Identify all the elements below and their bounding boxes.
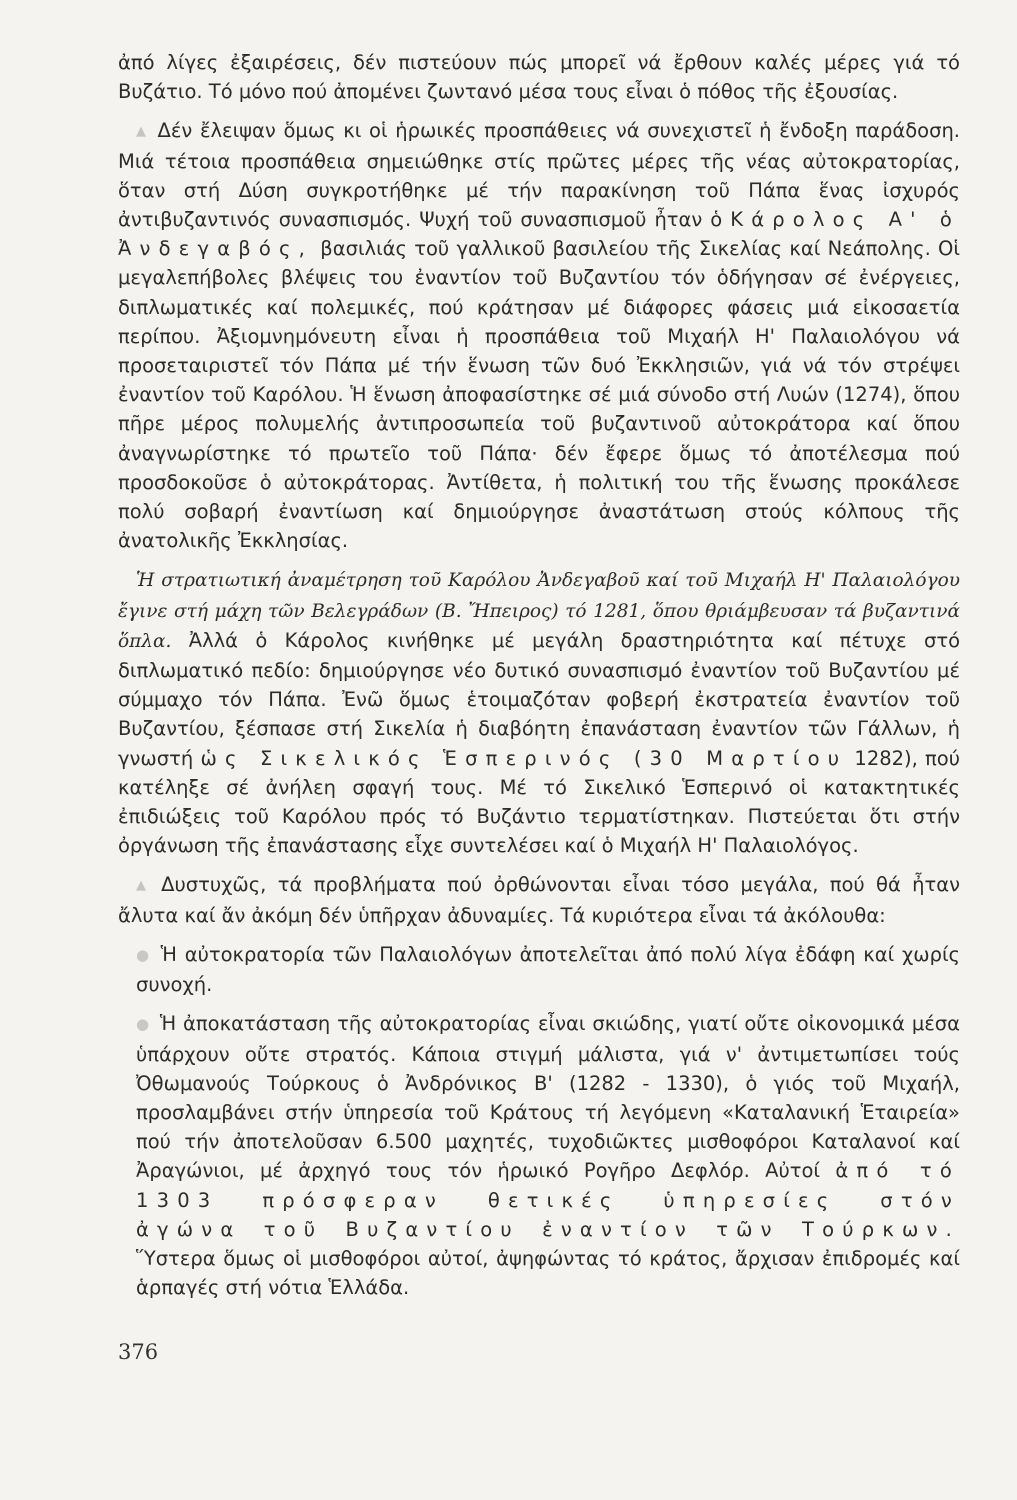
spaced-term: ὡς Σικελικός Ἑσπερινός (30 Μαρτίου bbox=[200, 746, 848, 770]
bullet-icon: ● bbox=[136, 945, 151, 964]
italic-passage: Ἡ στρατιωτική ἀναμέτρηση τοῦ Καρόλου Ἀνδεγαβοῦ καί τοῦ Μιχαήλ Η' Παλαιολόγου ἔγινε στή μάχη τῶν Βελεγράδων (Β. Ἤπειρος) τό 1281, ὅπου θριάμβευσαν τά βυζαντινά ὅπλα. bbox=[118, 570, 960, 652]
list-item: ● Ἡ αὐτοκρατορία τῶν Παλαιολόγων ἀποτελεῖται ἀπό πολύ λίγα ἐδάφη καί χωρίς συνοχή. bbox=[136, 942, 960, 997]
list-item: ● Ἡ ἀποκατάσταση τῆς αὐτοκρατορίας εἶναι σκιώδης, γιατί οὔτε οἰκονομικά μέσα ὑπάρχουν οὔτε στρατός. Κάποια στιγμή μάλιστα, γιά ν' ἀντιμετωπίσει τούς Ὀθωμανούς Τούρκους ὁ Ἀνδρόνικος Β' (1282 - 1330), ὁ γιός τοῦ Μιχαήλ, προσλαμβάνει στήν ὑπηρεσία τοῦ Κράτους τή λεγόμενη «Καταλανική Ἑταιρεία» πού τήν ἀποτελοῦσαν 6.500 μαχητές, τυχοδιῶκτες μισθοφόροι Καταλανοί καί Ἀραγώνιοι, μέ ἀρχηγό τους τόν ἡρωικό Ρογῆρο Δεφλόρ. Αὐτοί ἀπό τό 1303 πρόσφεραν θετικές ὑπηρεσίες στόν ἀγώνα τοῦ Βυζαντίου ἐναντίον τῶν Τούρκων. Ὕστερα ὅμως οἱ μισθοφόροι αὐτοί, ἀψηφώντας τό κράτος, ἄρχισαν ἐπιδρομές καί ἁρπαγές στή νότια Ἑλλάδα. bbox=[136, 1012, 960, 1300]
paragraph-2: ▲ Δέν ἔλειψαν ὅμως κι οἱ ἡρωικές προσπάθειες νά συνεχιστεῖ ἡ ἔνδοξη παράδοση. Μιά τέτοια προσπάθεια σημειώθηκε στίς πρῶτες μέρες τῆς νέας αὐτοκρατορίας, ὅταν στή Δύση συγκροτήθηκε μέ τήν παρακίνηση τοῦ Πάπα ἕνας ἰσχυρός ἀντιβυζαντινός συνασπισμός. Ψυχή τοῦ συνασπισμοῦ ἦταν ὁ Κάρολος Α' ὁ Ἀνδεγαβός, βασιλιάς τοῦ γαλλικοῦ βασιλείου τῆς Σικελίας καί Νεάπολης. Οἱ μεγαλεπήβολες βλέψεις του ἐναντίον τοῦ Βυζαντίου τόν ὁδήγησαν σέ ἐνέργειες, διπλωματικές καί πολεμικές, πού κράτησαν μέ διάφορες φάσεις μιά εἰκοσαετία περίπου. Ἀξιομνημόνευτη εἶναι ἡ προσπάθεια τοῦ Μιχαήλ Η' Παλαιολόγου νά προσεταιριστεῖ τόν Πάπα μέ τήν ἕνωση τῶν δυό Ἐκκλησιῶν, γιά νά τόν στρέψει ἐναντίον τοῦ Καρόλου. Ἡ ἕνωση ἀποφασίστηκε σέ μιά σύνοδο στή Λυών (1274), ὅπου πῆρε μέρος πολυμελής ἀντιπροσωπεία τοῦ βυζαντινοῦ αὐτοκράτορα καί ὅπου ἀναγνωρίστηκε τό πρωτεῖο τοῦ Πάπα· δέν ἔφερε ὅμως τό ἀποτέλεσμα πού προσδοκοῦσε ὁ αὐτοκράτορας. Ἀντίθετα, ἡ πολιτική του τῆς ἕνωσης προκάλεσε πολύ σοβαρή ἐναντίωση καί δημιούργησε ἀναστάτωση στούς κόλπους τῆς ἀνατολικῆς Ἐκκλησίας. bbox=[118, 119, 961, 553]
paragraph-1: ἀπό λίγες ἐξαιρέσεις, δέν πιστεύουν πώς μπορεῖ νά ἔρθουν καλές μέρες γιά τό Βυζάτιο. Τό μόνο πού ἀπομένει ζωντανό μέσα τους εἶναι ὁ πόθος τῆς ἐξουσίας. bbox=[118, 51, 960, 104]
body-text bbox=[118, 48, 960, 1302]
bullet-icon: ● bbox=[136, 1015, 150, 1034]
triangle-icon: ▲ bbox=[136, 124, 148, 140]
spaced-name: Κάρολος Α' ὁ Ἀνδεγαβός, bbox=[118, 208, 960, 261]
triangle-icon: ▲ bbox=[136, 878, 152, 894]
page-number: 376 bbox=[118, 1340, 159, 1364]
paragraph-3: Ἡ στρατιωτική ἀναμέτρηση τοῦ Καρόλου Ἀνδεγαβοῦ καί τοῦ Μιχαήλ Η' Παλαιολόγου ἔγινε στή μάχη τῶν Βελεγράδων (Β. Ἤπειρος) τό 1281, ὅπου θριάμβευσαν τά βυζαντινά ὅπλα. Ἀλλά ὁ Κάρολος κινήθηκε μέ μεγάλη δραστηριότητα καί πέτυχε στό διπλωματικό πεδίο: δημιούργησε νέο δυτικό συνασπισμό ἐναντίον τοῦ Βυζαντίου μέ σύμμαχο τόν Πάπα. Ἐνῶ ὅμως ἑτοιμαζόταν φοβερή ἐκστρατεία ἐναντίον τοῦ Βυζαντίου, ξέσπασε στή Σικελία ἡ διαβόητη ἐπανάσταση ἐναντίον τῶν Γάλλων, ἡ γνωστή ὡς Σικελικός Ἑσπερινός (30 Μαρτίου 1282), πού κατέληξε σέ ἀνήλεη σφαγή τους. Μέ τό Σικελικό Ἑσπερινό οἱ κατακτητικές ἐπιδιώξεις τοῦ Καρόλου πρός τό Βυζάντιο τερματίστηκαν. Πιστεύεται ὅτι στήν ὀργάνωση τῆς ἐπανάστασης εἶχε συντελέσει καί ὁ Μιχαήλ Η' Παλαιολόγος. bbox=[118, 570, 960, 858]
paragraph-4: ▲ Δυστυχῶς, τά προβλήματα πού ὀρθώνονται εἶναι τόσο μεγάλα, πού θά ἦταν ἄλυτα καί ἄν ἀκόμη δέν ὑπῆρχαν ἀδυναμίες. Τά κυριότερα εἶναι τά ἀκόλουθα: bbox=[118, 873, 960, 927]
spaced-phrase: ἀπό τό 1303 πρόσφεραν θετικές ὑπηρεσίες στόν ἀγώνα τοῦ Βυζαντίου ἐναντίον τῶν Τούρκων. bbox=[136, 1159, 960, 1241]
